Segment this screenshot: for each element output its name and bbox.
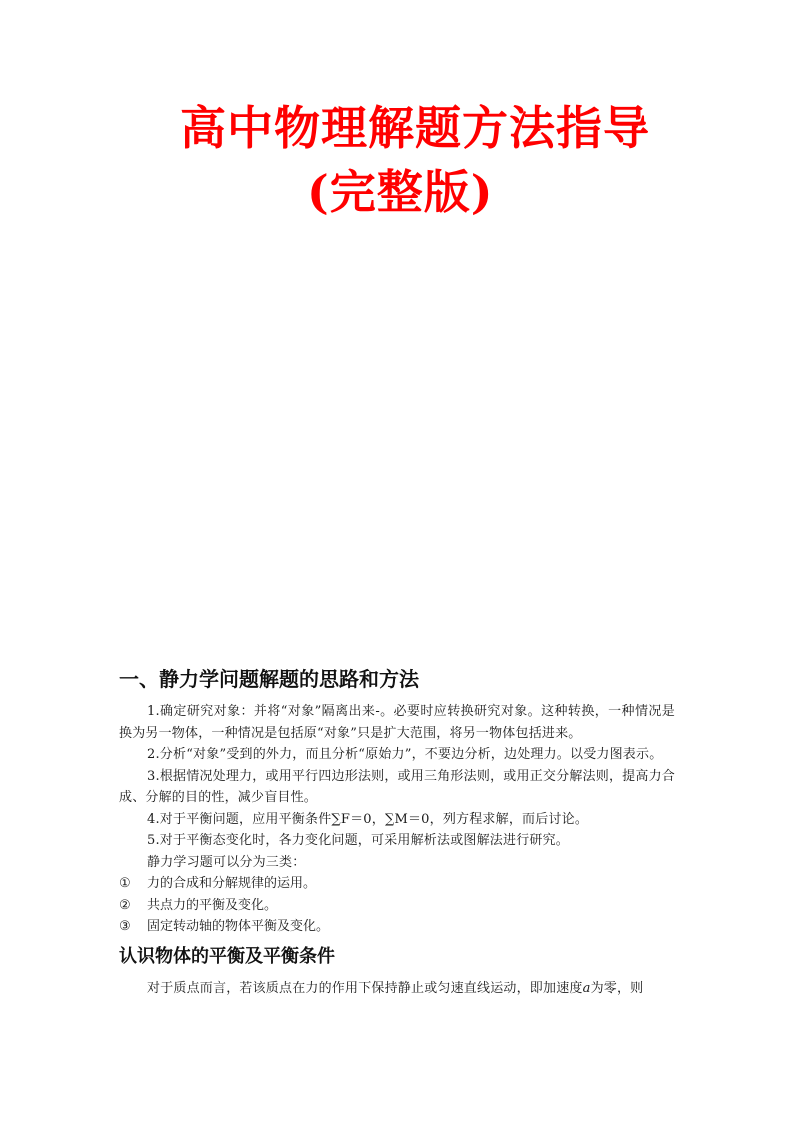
paragraph-step-3: 3.根据情况处理力，或用平行四边形法则，或用三角形法则，或用正交分解法则，提高力合成、分解的目的性，减少盲目性。 — [119, 768, 675, 805]
paragraph-step-2: 2.分析“对象”受到的外力，而且分析“原始力”，不要边分析，边处理力。以受力图表示。 — [147, 747, 663, 762]
list-item-text: 固定转动轴的物体平衡及变化。 — [147, 919, 330, 934]
list-item — [119, 873, 675, 895]
paragraph-step-4: 4.对于平衡问题，应用平衡条件∑F＝0，∑M＝0，列方程求解，而后讨论。 — [147, 811, 589, 827]
paragraph-text-start: 对于质点而言，若该质点在力的作用下保持静止或匀速直线运动，即加速度 — [147, 980, 583, 996]
section-heading-statics: 一、静力学问题解题的思路和方法 — [119, 667, 419, 691]
list-marker: ③ — [119, 919, 131, 934]
paragraph-text-end: 为零，则 — [590, 980, 644, 996]
paragraph-categories-intro: 静力学习题可以分为三类： — [147, 854, 306, 870]
acceleration-symbol: a — [582, 980, 591, 996]
list-item-text: 力的合成和分解规律的运用。 — [147, 876, 317, 891]
list-item — [119, 916, 675, 938]
paragraph-step-1: 1.确定研究对象：并将“对象”隔离出来-。必要时应转换研究对象。这种转换，一种情况是换为另一物体，一种情况是包括原“对象”只是扩大范围，将另一物体包括进来。 — [119, 704, 675, 741]
list-item — [119, 895, 675, 917]
paragraph-step-5: 5.对于平衡态变化时，各力变化问题，可采用解析法或图解法进行研究。 — [147, 833, 570, 848]
list-item-text: 共点力的平衡及变化。 — [147, 897, 278, 913]
list-marker: ① — [119, 876, 131, 891]
title-line-main: 高中物理解题方法指导 — [180, 101, 650, 155]
paragraph-particle-equilibrium — [119, 978, 675, 1000]
list-marker: ② — [119, 897, 131, 913]
section-heading-equilibrium: 认识物体的平衡及平衡条件 — [119, 945, 335, 967]
document-body — [119, 663, 675, 999]
title-line-subtitle: (完整版) — [307, 165, 494, 219]
